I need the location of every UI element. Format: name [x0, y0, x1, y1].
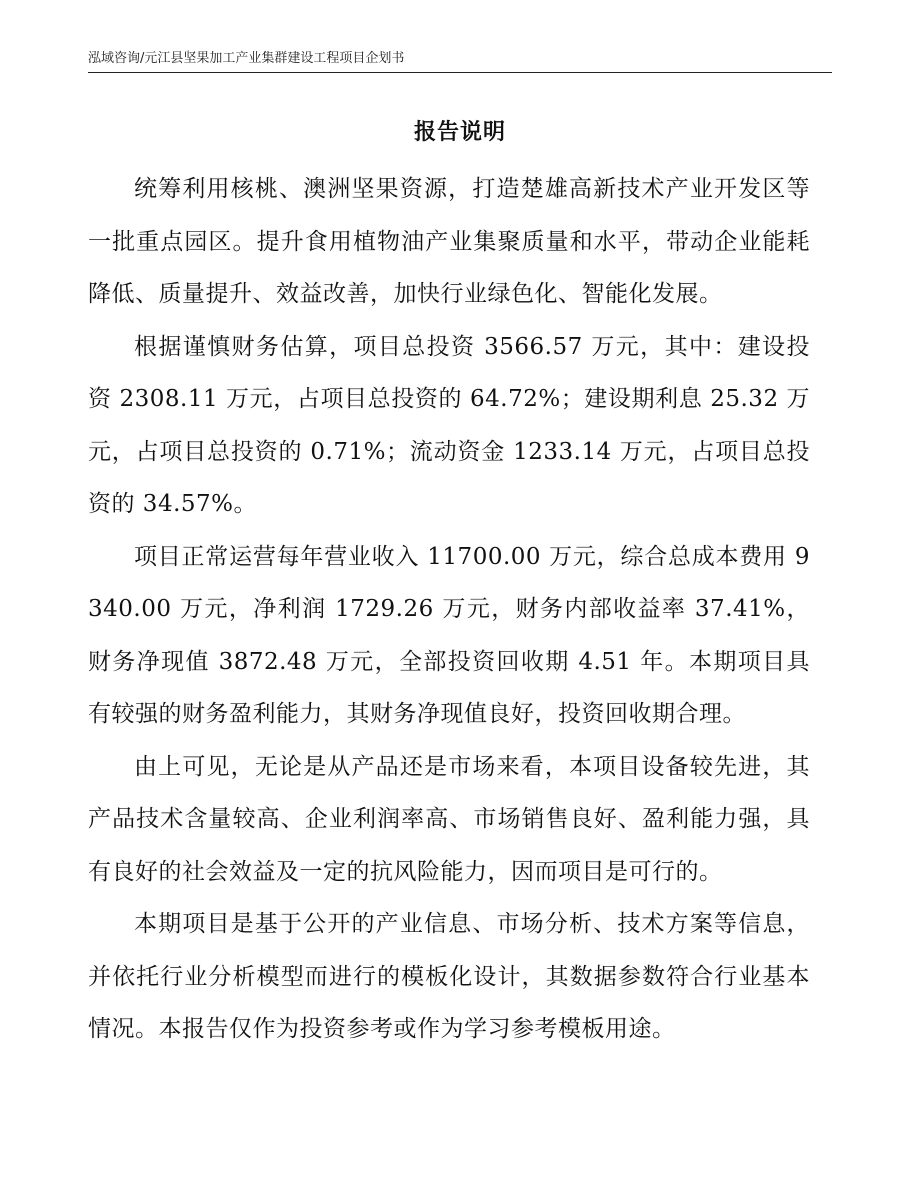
report-body	[88, 163, 810, 1056]
running-header: 泓域咨询/元江县坚果加工产业集群建设工程项目企划书	[88, 51, 405, 66]
page-title: 报告说明	[413, 120, 506, 145]
paragraph-4: 由上可见，无论是从产品还是市场来看，本项目设备较先进，其产品技术含量较高、企业利润率高、市场销售良好、盈利能力强，具有良好的社会效益及一定的抗风险能力，因而项目是可行的。	[88, 753, 810, 885]
paragraph-3: 项目正常运营每年营业收入 11700.00 万元，综合总成本费用 9340.00 万元，净利润 1729.26 万元，财务内部收益率 37.41%，财务净现值 3872.48 万元，全部投资回收期 4.51 年。本期项目具有较强的财务盈利能力，其财务净现值良好，投资回收期合理。	[88, 543, 810, 727]
header-divider	[88, 72, 832, 73]
paragraph-5: 本期项目是基于公开的产业信息、市场分析、技术方案等信息，并依托行业分析模型而进行的模板化设计，其数据参数符合行业基本情况。本报告仅作为投资参考或作为学习参考模板用途。	[88, 911, 810, 1042]
paragraph-1: 统筹利用核桃、澳洲坚果资源，打造楚雄高新技术产业开发区等一批重点园区。提升食用植物油产业集聚质量和水平，带动企业能耗降低、质量提升、效益改善，加快行业绿色化、智能化发展。	[88, 176, 810, 307]
paragraph-2: 根据谨慎财务估算，项目总投资 3566.57 万元，其中：建设投资 2308.11 万元，占项目总投资的 64.72%；建设期利息 25.32 万元，占项目总投资的 0.71%；流动资金 1233.14 万元，占项目总投资的 34.57%。	[88, 333, 811, 517]
